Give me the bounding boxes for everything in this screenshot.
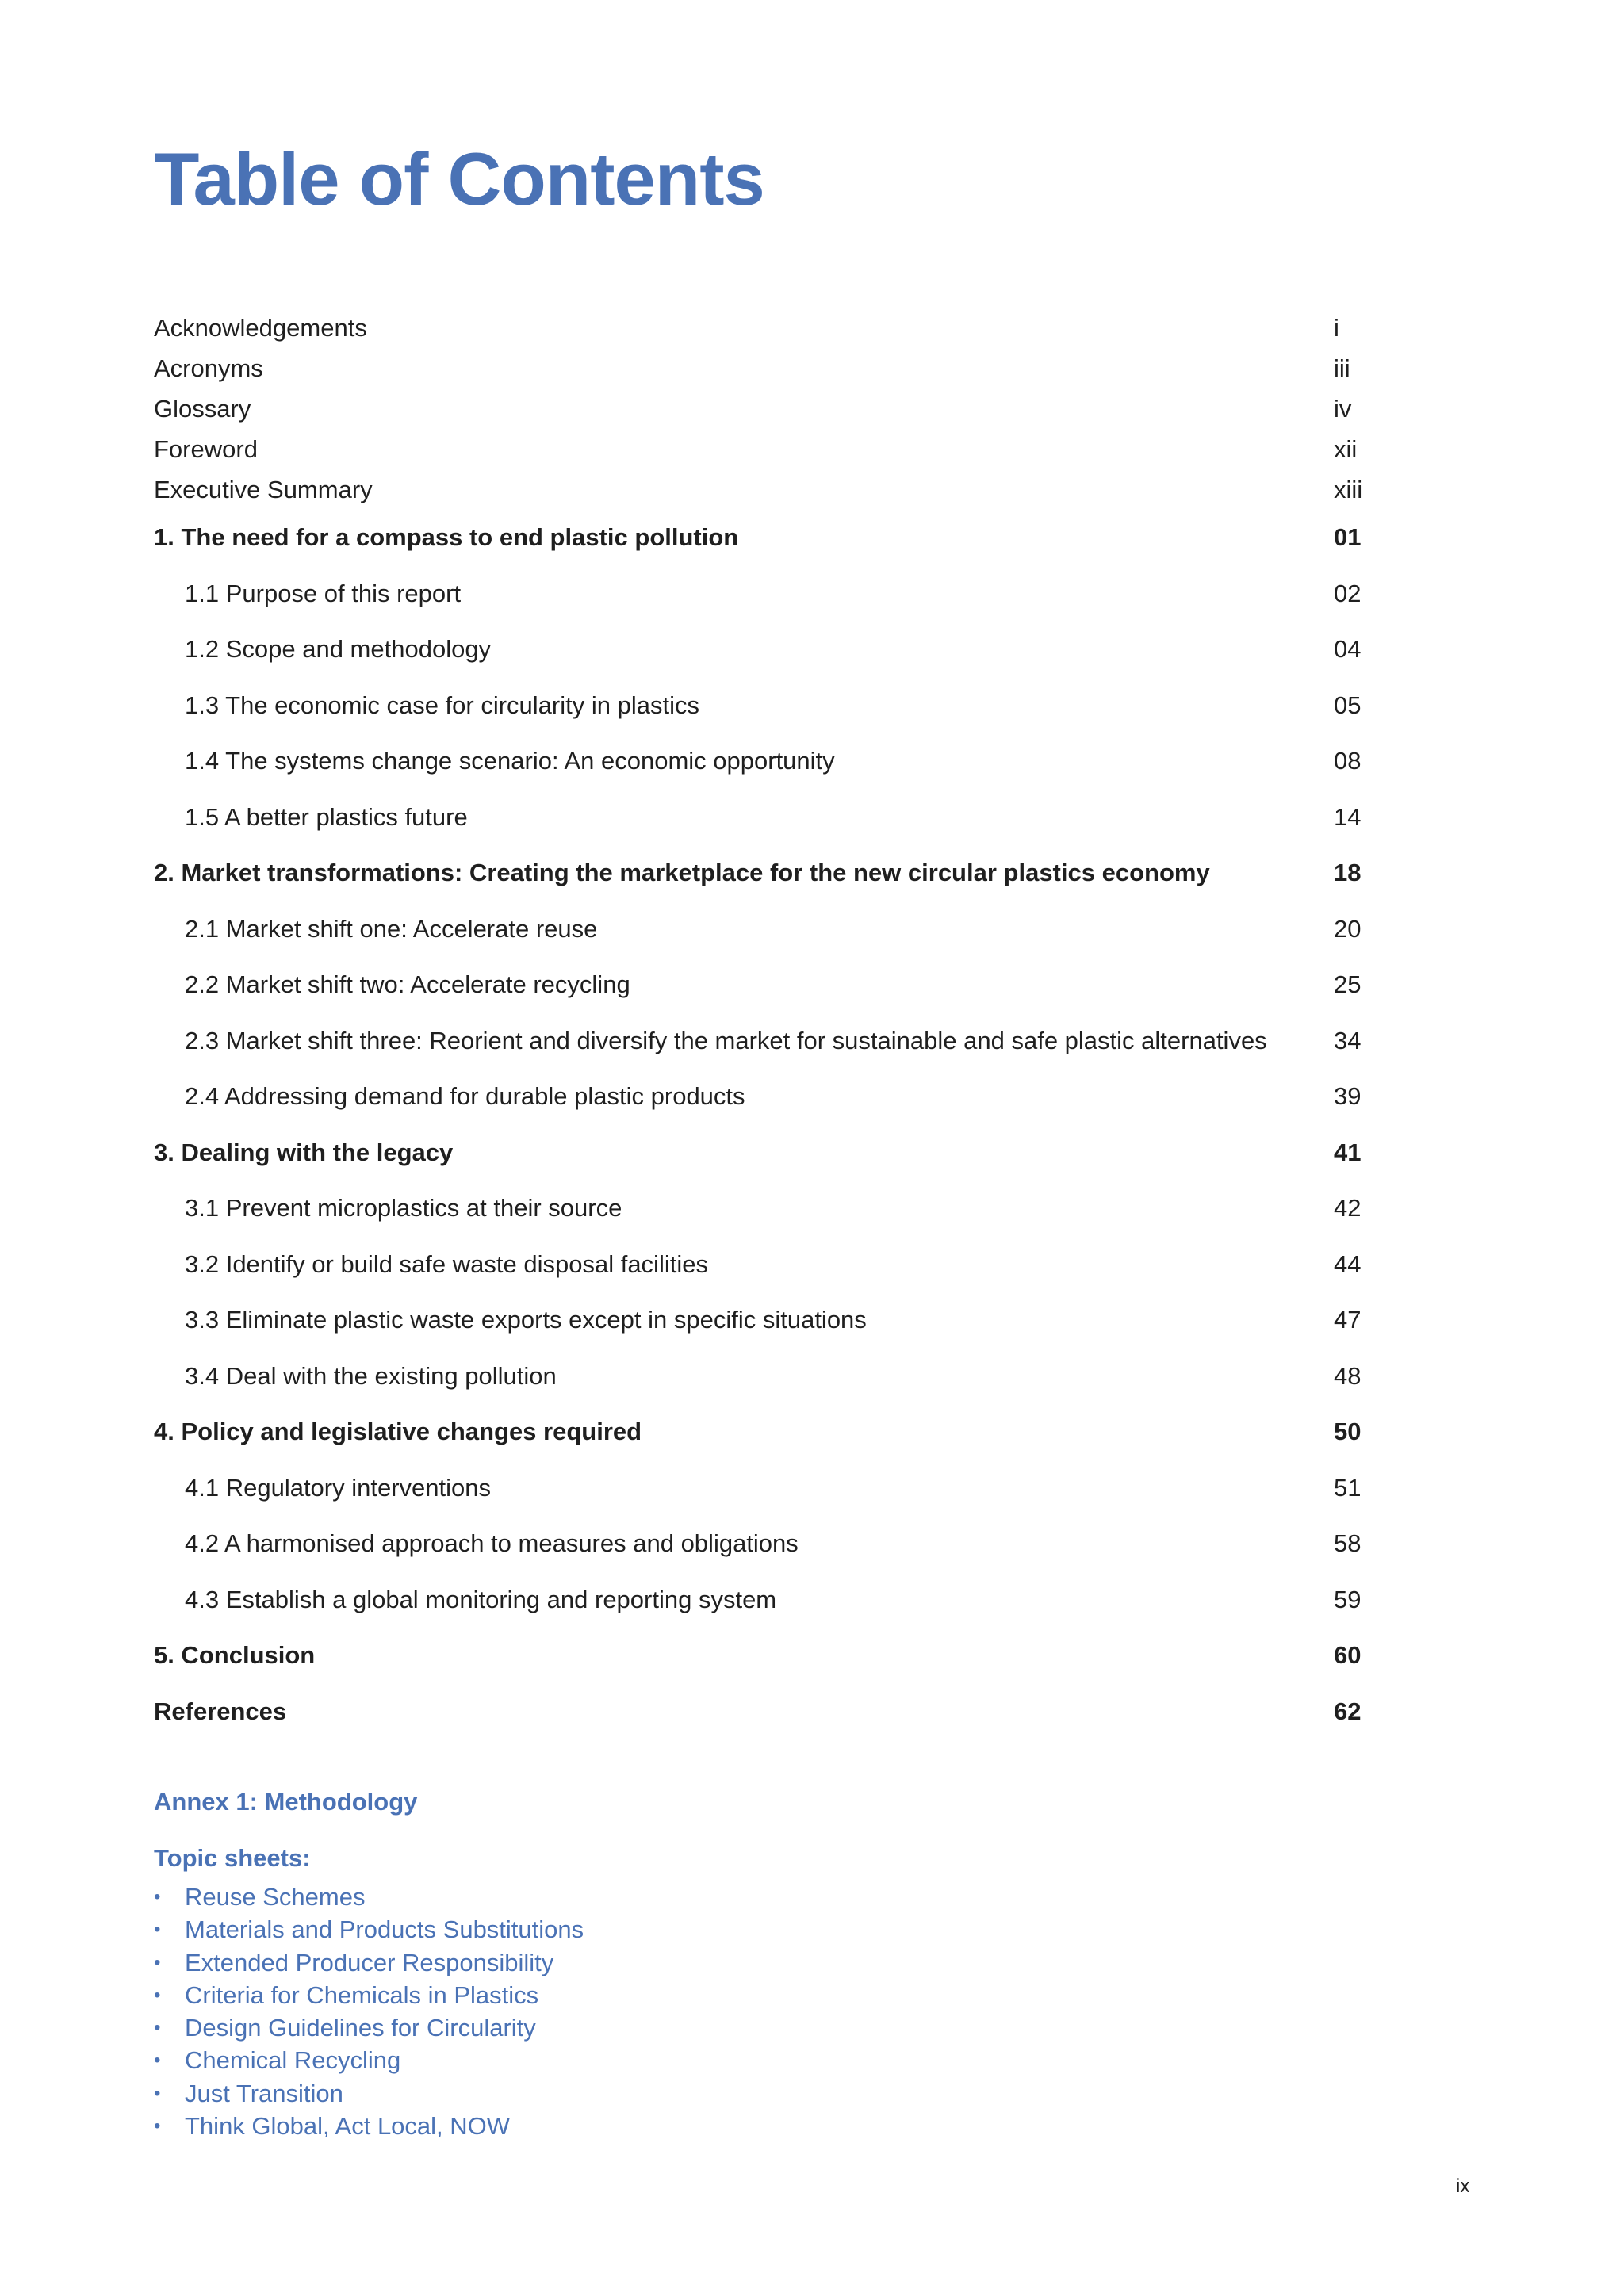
toc-entry-page: 47 [1334,1306,1362,1334]
toc-entry-label: 2.1 Market shift one: Accelerate reuse [185,914,598,943]
toc-entry-label: 3. Dealing with the legacy [154,1138,454,1166]
toc-entry-label: Acronyms [154,354,263,382]
toc-subsection-2-3[interactable] [154,1013,1364,1070]
toc-entry-executive-summary[interactable] [154,469,1364,510]
toc-subsection-3-1[interactable] [154,1181,1364,1237]
bullet-icon: • [154,1951,161,1973]
toc-entry-label: Acknowledgements [154,314,367,342]
toc-section-3[interactable] [154,1125,1364,1181]
toc-entry-page: 62 [1334,1697,1362,1725]
toc-entry-glossary[interactable] [154,388,1364,429]
toc-entry-page: 48 [1334,1361,1362,1390]
toc-entry-page: 05 [1334,691,1362,719]
toc-entry-page: 08 [1334,747,1362,775]
toc-entry-label: 1.2 Scope and methodology [185,635,492,663]
toc-entry-label: 1.4 The systems change scenario: An economic opportunity [185,747,835,775]
toc-entry-acronyms[interactable] [154,348,1364,388]
toc-entry-page: 14 [1334,802,1362,831]
toc-entry-label: 4. Policy and legislative changes required [154,1418,642,1445]
toc-subsection-4-1[interactable] [154,1460,1364,1517]
toc-entry-page: 18 [1334,859,1362,886]
toc-subsection-1-1[interactable] [154,566,1364,622]
bullet-icon: • [154,1886,161,1908]
toc-entry-label: 1. The need for a compass to end plastic pollution [154,523,739,551]
bullet-icon: • [154,1919,161,1941]
topic-sheet-label: Criteria for Chemicals in Plastics [185,1980,539,2009]
toc-subsection-2-4[interactable] [154,1069,1364,1125]
bullet-icon: • [154,2017,161,2039]
bullet-icon: • [154,2115,161,2137]
toc-subsection-3-2[interactable] [154,1237,1364,1293]
toc-entry-page: 42 [1334,1194,1362,1222]
toc-subsection-1-3[interactable] [154,678,1364,734]
toc-entry-label: 3.2 Identify or build safe waste disposal facilities [185,1249,708,1278]
toc-entry-label: 5. Conclusion [154,1641,316,1669]
toc-entry-page: 58 [1334,1529,1362,1557]
topic-sheet-label: Reuse Schemes [185,1883,366,1911]
toc-entry-page: 20 [1334,914,1362,943]
toc-entry-label: 1.1 Purpose of this report [185,579,462,607]
toc-entry-page: iv [1334,395,1352,423]
toc-entry-label: 4.1 Regulatory interventions [185,1473,492,1502]
toc-section-2[interactable] [154,845,1364,901]
toc-subsection-3-4[interactable] [154,1349,1364,1405]
toc-entry-label: 3.3 Eliminate plastic waste exports except in specific situations [185,1306,867,1334]
toc-entry-page: 25 [1334,970,1362,998]
toc-entry-page: xiii [1334,476,1363,503]
toc-entry-page: xii [1334,435,1358,463]
toc-entry-label: References [154,1697,287,1725]
toc-list [154,308,1364,1739]
toc-entry-label: 4.2 A harmonised approach to measures and obligations [185,1529,799,1557]
toc-entry-label: 4.3 Establish a global monitoring and reporting system [185,1585,777,1613]
topic-sheet-label: Materials and Products Substitutions [185,1915,584,1944]
annex-link[interactable]: Annex 1: Methodology [154,1788,418,1816]
toc-subsection-1-5[interactable] [154,790,1364,846]
topic-sheet-label: Just Transition [185,2079,343,2107]
toc-entry-label: 1.3 The economic case for circularity in plastics [185,691,699,719]
toc-entry-acknowledgements[interactable] [154,308,1364,348]
toc-subsection-1-4[interactable] [154,733,1364,790]
toc-entry-label: 2.4 Addressing demand for durable plastic products [185,1082,745,1110]
toc-entry-page: 41 [1334,1138,1362,1166]
toc-subsection-2-1[interactable] [154,901,1364,958]
toc-entry-page: 60 [1334,1641,1362,1669]
toc-entry-page: iii [1334,354,1350,382]
bullet-icon: • [154,2049,161,2072]
toc-entry-label: 3.4 Deal with the existing pollution [185,1361,557,1390]
toc-entry-label: 2.2 Market shift two: Accelerate recycling [185,970,630,998]
topic-sheet-label: Extended Producer Responsibility [185,1948,554,1976]
toc-entry-page: 01 [1334,523,1362,551]
topic-sheet-label: Think Global, Act Local, NOW [185,2112,511,2141]
toc-section-1[interactable] [154,510,1364,566]
toc-entry-label: Glossary [154,395,251,423]
toc-entry-page: 39 [1334,1082,1362,1110]
toc-entry-page: 34 [1334,1026,1362,1054]
toc-entry-page: 51 [1334,1473,1362,1502]
toc-entry-page: i [1334,314,1339,342]
toc-subsection-4-3[interactable] [154,1572,1364,1628]
toc-section-references[interactable] [154,1684,1364,1740]
toc-subsection-3-3[interactable] [154,1292,1364,1349]
page-number: ix [1456,2175,1470,2197]
topic-sheet-label: Chemical Recycling [185,2046,401,2075]
toc-entry-page: 04 [1334,635,1362,663]
toc-entry-foreword[interactable] [154,429,1364,469]
page-title: Table of Contents [154,137,764,220]
toc-entry-label: Foreword [154,435,258,463]
bullet-icon: • [154,2082,161,2104]
toc-entry-label: Executive Summary [154,476,373,503]
bullet-icon: • [154,1984,161,2006]
toc-entry-label: 3.1 Prevent microplastics at their source [185,1194,622,1222]
toc-subsection-4-2[interactable] [154,1516,1364,1572]
toc-entry-page: 44 [1334,1249,1362,1278]
topic-sheets-heading: Topic sheets: [154,1844,311,1872]
toc-entry-page: 59 [1334,1585,1362,1613]
toc-subsection-1-2[interactable] [154,622,1364,678]
toc-section-5[interactable] [154,1628,1364,1684]
toc-entry-page: 02 [1334,579,1362,607]
toc-subsection-2-2[interactable] [154,957,1364,1013]
topic-sheet-label: Design Guidelines for Circularity [185,2014,536,2042]
toc-entry-label: 2.3 Market shift three: Reorient and diversify the market for sustainable and safe plastic alternatives [185,1026,1267,1054]
toc-entry-label: 2. Market transformations: Creating the marketplace for the new circular plastics economy [154,859,1210,886]
toc-entry-label: 1.5 A better plastics future [185,802,468,831]
toc-entry-page: 50 [1334,1418,1362,1445]
toc-section-4[interactable] [154,1404,1364,1460]
